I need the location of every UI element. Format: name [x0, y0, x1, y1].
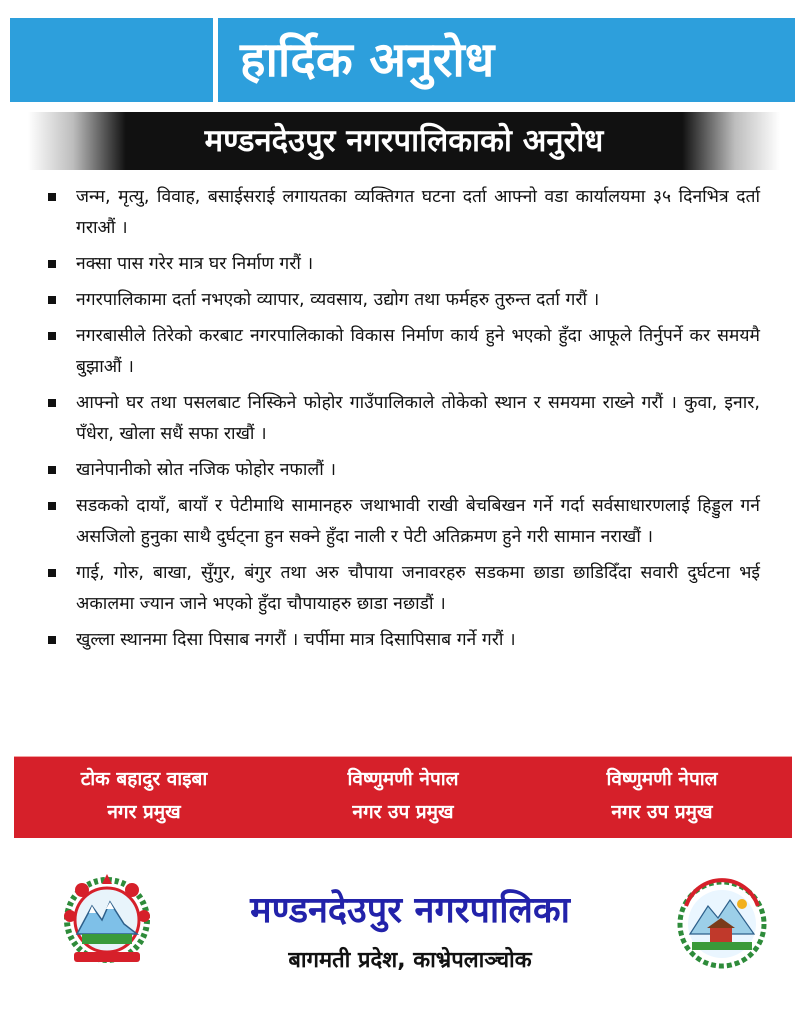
bullet-icon — [48, 193, 56, 201]
list-item — [48, 182, 760, 244]
signatory-mayor — [14, 763, 274, 829]
signatory-role: नगर उप प्रमुख — [611, 801, 713, 823]
bullet-icon — [48, 569, 56, 577]
request-text: खुल्ला स्थानमा दिसा पिसाब नगरौं । चर्पीमा मात्र दिसापिसाब गर्ने गरौं । — [76, 630, 516, 650]
municipality-logo-icon — [672, 878, 772, 974]
request-text: नक्सा पास गरेर मात्र घर निर्माण गरौं । — [76, 254, 314, 274]
request-text: जन्म, मृत्यु, विवाह, बसाईसराई लगायतका व्यक्तिगत घटना दर्ता आफ्नो वडा कार्यालयमा ३५ दिनभित्र दर्ता गराऔं । — [76, 187, 760, 238]
page-subtitle: मण्डनदेउपुर नगरपालिकाको अनुरोध — [204, 123, 604, 159]
list-item — [48, 558, 760, 620]
list-item — [48, 249, 760, 280]
header-divider — [213, 18, 218, 102]
bullet-icon — [48, 260, 56, 268]
signatory-deputy-mayor — [273, 763, 533, 829]
signatory-name: टोक बहादुर वाइबा — [80, 768, 208, 790]
signatory-name: विष्णुमणी नेपाल — [347, 768, 459, 790]
request-text: आफ्नो घर तथा पसलबाट निस्किने फोहोर गाउँपालिकाले तोकेको स्थान र समयमा राख्ने गरौं । कुवा, इनार, पँधेरा, खोला सधैं सफा राखौं । — [76, 393, 760, 444]
list-item — [48, 285, 760, 316]
request-text: सडकको दायाँ, बायाँ र पेटीमाथि सामानहरु जथाभावी राखी बेचबिखन गर्ने गर्दा सर्वसाधारणलाई हिड्डुल गर्न असजिलो हुनुका साथै दुर्घट्ना हुन सक्ने हुँदा नाली र पेटी अतिक्रमण हुने गरी सामान नराखौं । — [76, 496, 760, 547]
request-text: गाई, गोरु, बाखा, सुँगुर, बंगुर तथा अरु चौपाया जनावरहरु सडकमा छाडा छाडिदिँदा सवारी दुर्घटना भई अकालमा ज्यान जाने भएको हुँदा चौपायाहरु छाडा नछाडौं । — [76, 563, 760, 614]
bullet-icon — [48, 332, 56, 340]
footer-title: मण्डनदेउपुर नगरपालिका — [250, 890, 570, 931]
nepal-government-emblem-icon — [52, 868, 162, 972]
request-text: नगरपालिकामा दर्ता नभएको व्यापार, व्यवसाय, उद्योग तथा फर्महरु तुरुन्त दर्ता गरौं । — [76, 290, 600, 310]
list-item — [48, 455, 760, 486]
bullet-icon — [48, 502, 56, 510]
list-item — [48, 388, 760, 450]
signatory-deputy-mayor-2 — [532, 763, 792, 829]
page-title: हार्दिक अनुरोध — [240, 32, 495, 88]
signatory-role: नगर प्रमुख — [107, 801, 181, 823]
signatory-name: विष्णुमणी नेपाल — [606, 768, 718, 790]
list-item — [48, 625, 760, 656]
list-item — [48, 491, 760, 553]
bullet-icon — [48, 296, 56, 304]
footer-subtitle: बागमती प्रदेश, काभ्रेपलाञ्चोक — [288, 948, 532, 973]
bullet-icon — [48, 636, 56, 644]
request-text: नगरबासीले तिरेको करबाट नगरपालिकाको विकास निर्माण कार्य हुने भएको हुँदा आफूले तिर्नुपर्ने कर समयमै बुझाऔं । — [76, 326, 760, 377]
bullet-icon — [48, 466, 56, 474]
list-item — [48, 321, 760, 383]
request-list — [48, 182, 760, 661]
signature-band — [14, 756, 792, 838]
signatory-role: नगर उप प्रमुख — [352, 801, 454, 823]
request-text: खानेपानीको स्रोत नजिक फोहोर नफालौं । — [76, 460, 337, 480]
bullet-icon — [48, 399, 56, 407]
